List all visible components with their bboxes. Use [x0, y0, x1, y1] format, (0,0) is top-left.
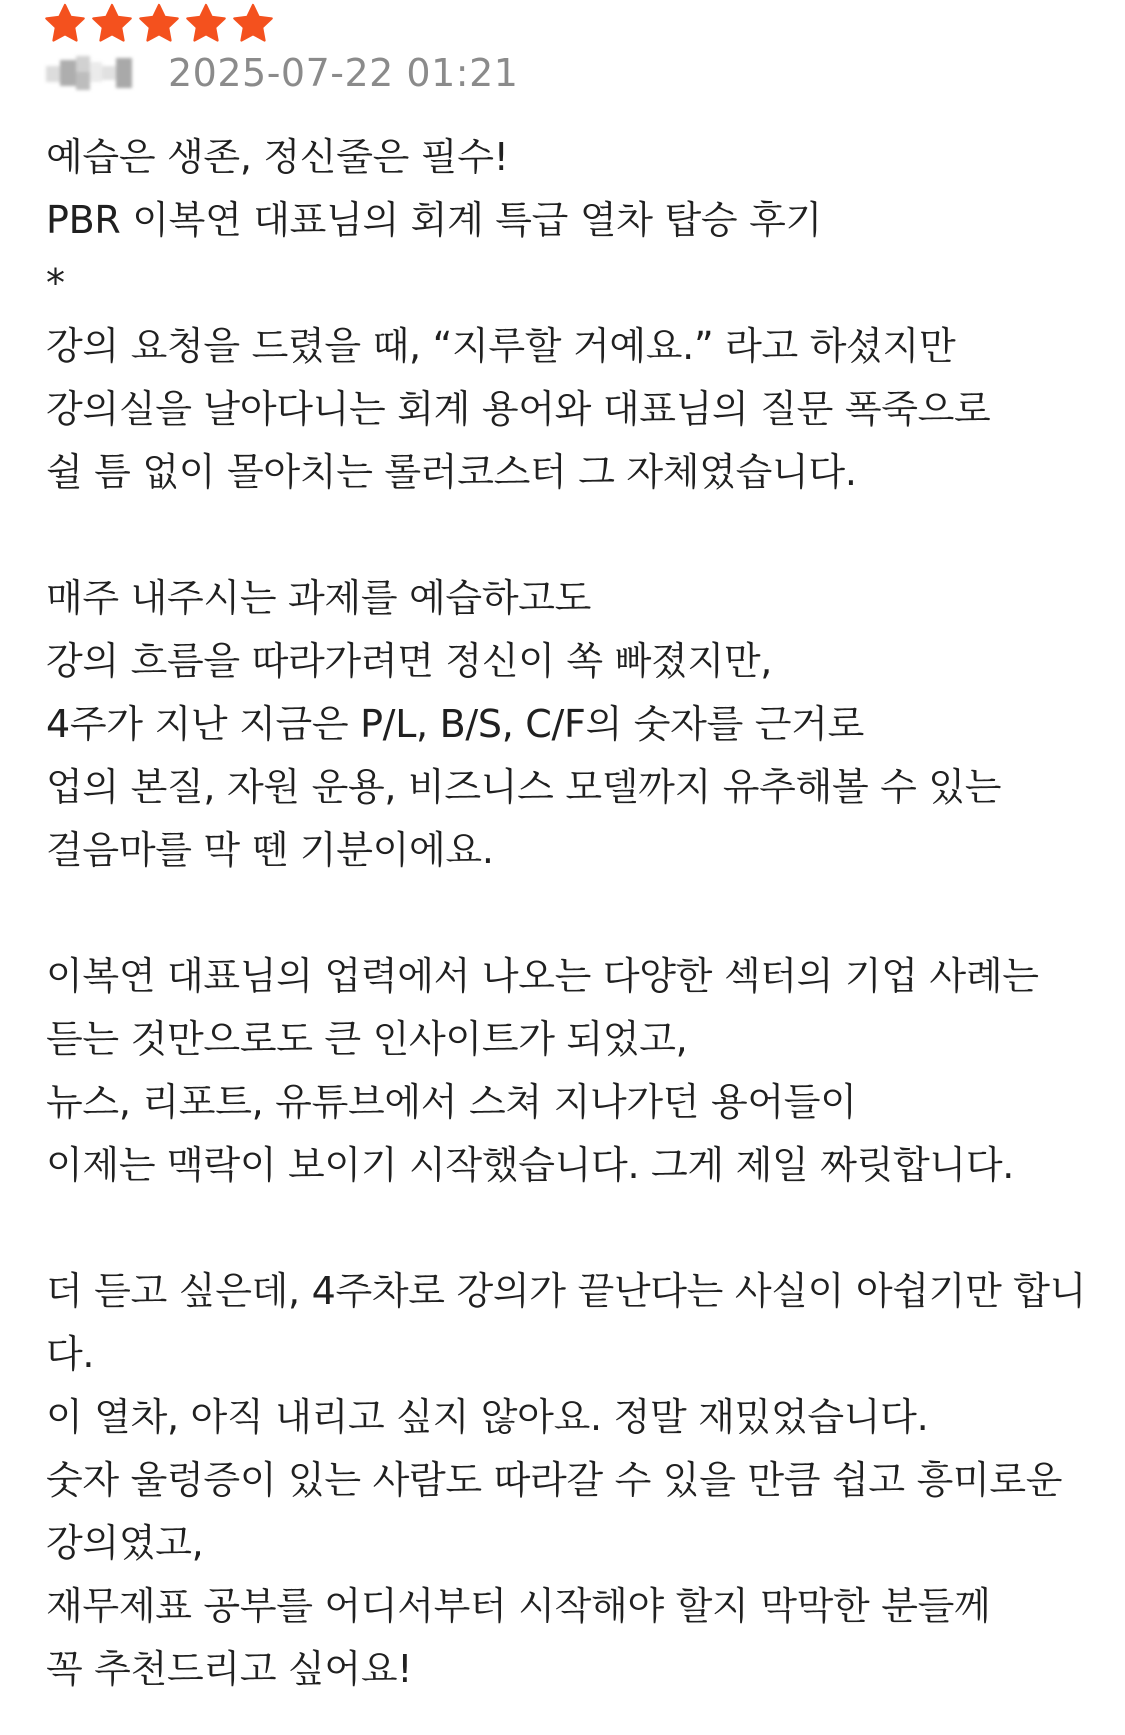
review-text-line: 더 듣고 싶은데, 4주차로 강의가 끝난다는 사실이 아쉽기만 합니 [46, 1269, 1087, 1313]
review-text-line: 이복연 대표님의 업력에서 나오는 다양한 섹터의 기업 사례는 [46, 954, 1039, 998]
star-icon [184, 2, 228, 46]
review-text-line: 걸음마를 막 뗀 기분이에요. [46, 828, 494, 872]
review-text-line: 쉴 틈 없이 몰아치는 롤러코스터 그 자체였습니다. [46, 450, 857, 494]
review-meta [46, 48, 518, 98]
review-text-line: * [46, 261, 65, 305]
star-icon [43, 2, 87, 46]
review-paragraph [46, 126, 1086, 504]
review-text-line: PBR 이복연 대표님의 회계 특급 열차 탑승 후기 [46, 198, 822, 242]
review-text-line: 이 열차, 아직 내리고 싶지 않아요. 정말 재밌었습니다. [46, 1395, 929, 1439]
review-text-line: 꼭 추천드리고 싶어요! [46, 1647, 413, 1691]
review-text-line: 강의실을 날아다니는 회계 용어와 대표님의 질문 폭죽으로 [46, 387, 991, 431]
review-paragraph [46, 1260, 1086, 1701]
review-text-line: 업의 본질, 자원 운용, 비즈니스 모델까지 유추해볼 수 있는 [46, 765, 1002, 809]
review-text-line: 뉴스, 리포트, 유튜브에서 스쳐 지나가던 용어들이 [46, 1080, 857, 1124]
review-text-line: 예습은 생존, 정신줄은 필수! [46, 135, 509, 179]
review-paragraph [46, 945, 1086, 1197]
review-text-line: 강의였고, [46, 1521, 204, 1565]
review-text-line: 매주 내주시는 과제를 예습하고도 [46, 576, 592, 620]
star-icon [90, 2, 134, 46]
review-text-line: 강의 요청을 드렸을 때, “지루할 거예요.” 라고 하셨지만 [46, 324, 956, 368]
review-text-line: 듣는 것만으로도 큰 인사이트가 되었고, [46, 1017, 688, 1061]
star-icon [137, 2, 181, 46]
review-text-line: 강의 흐름을 따라가려면 정신이 쏙 빠졌지만, [46, 639, 773, 683]
review-text-line: 다. [46, 1332, 95, 1376]
paragraph-gap [46, 1197, 1086, 1260]
review-text-line: 4주가 지난 지금은 P/L, B/S, C/F의 숫자를 근거로 [46, 702, 864, 746]
review-text-line: 재무제표 공부를 어디서부터 시작해야 할지 막막한 분들께 [46, 1584, 991, 1628]
review-text-line: 숫자 울렁증이 있는 사람도 따라갈 수 있을 만큼 쉽고 흥미로운 [46, 1458, 1063, 1502]
star-icon [231, 2, 275, 46]
review-paragraph [46, 567, 1086, 882]
paragraph-gap [46, 882, 1086, 945]
star-rating [43, 2, 275, 46]
review-text-line: 이제는 맥락이 보이기 시작했습니다. 그게 제일 짜릿합니다. [46, 1143, 1015, 1187]
paragraph-gap [46, 504, 1086, 567]
review-date: 2025-07-22 01:21 [168, 51, 519, 95]
blurred-username [46, 56, 134, 90]
review-body [46, 126, 1086, 1701]
